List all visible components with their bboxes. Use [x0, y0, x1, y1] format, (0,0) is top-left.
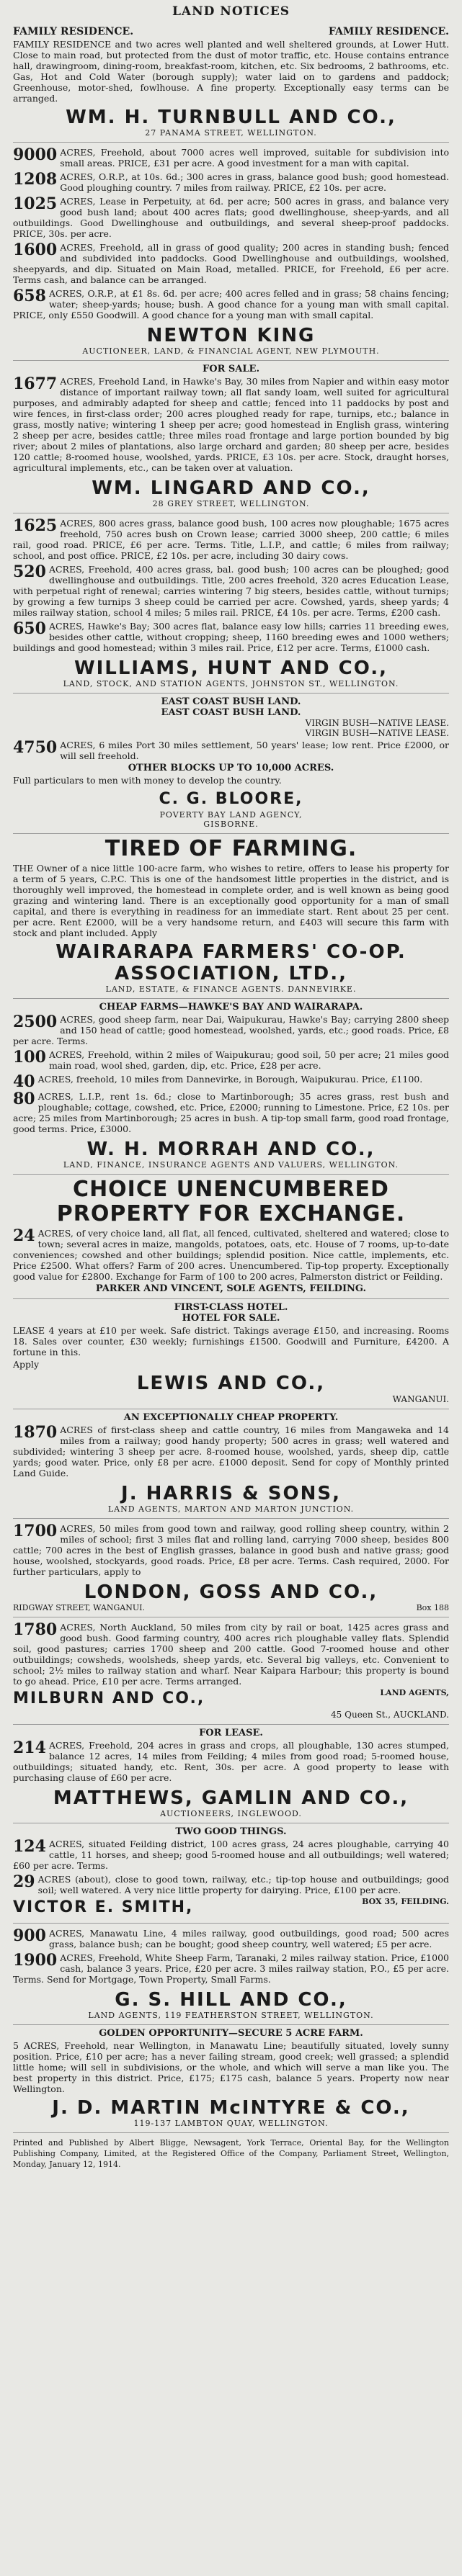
acres-figure: 40 [13, 1072, 35, 1091]
list-item: 658 ACRES, O.R.P., at £1 8s. 6d. per acre; 400 acres felled and in grass; 58 chains fencing; water; sheep-yards; house; bush. A good chance for a young man with small capital. PRICE, only £550 Goodwill. A good chance for a young man with small capital. [13, 287, 449, 320]
address-row [13, 1603, 449, 1612]
acres-figure: 100 [13, 1048, 46, 1067]
agent-sub: LAND AGENTS, [380, 1688, 449, 1697]
ad-subtitle: HOTEL FOR SALE. [182, 1313, 280, 1324]
ad-hotel [13, 1299, 449, 1409]
acres-figure: 1025 [13, 194, 58, 213]
ad-title: FOR LEASE. [199, 1728, 263, 1738]
agent-name: LONDON, GOSS AND CO., [84, 1581, 378, 1603]
agent-address: RIDGWAY STREET, WANGANUI. [13, 1603, 145, 1612]
box-number: Box 188 [416, 1603, 449, 1612]
ad-text: 1780 ACRES, North Auckland, 50 miles from city by rail or boat, 1425 acres grass and good bush. Good farming country, 400 acres rich ploughable valley flats. Splendid soil, good pastures; carries 1700 sheep and 200 cattle. Good 7-roomed house and other outbuildings; cowsheds, woolsheds, sheep yards, etc. Several big valleys, etc. Convenient to school; 2½ miles to railway station and wharf. Near Kaipara Harbour; this property is bound to go ahead. Price, £10 per acre. Terms arranged. [13, 1620, 449, 1687]
agent-town: GISBORNE. [203, 820, 259, 829]
ad-subtitle: VIRGIN BUSH—NATIVE LEASE. [305, 728, 449, 738]
acres-figure: 9000 [13, 145, 58, 164]
acres-figure: 1208 [13, 170, 58, 189]
list-item: 1900 ACRES, Freehold, White Sheep Farm, Taranaki, 2 miles railway station. Price, £1000 cash, balance 3 years. Price, £20 per acre. 3 miles railway station, P.O., £5 per acre. Terms. Send for Mortgage, Town Property, Small Farms. [13, 1951, 449, 1985]
acres-figure: 1700 [13, 1522, 58, 1540]
agent-address: LAND, ESTATE, & FINANCE AGENTS. DANNEVIRKE. [105, 984, 357, 994]
agent-address: BOX 35, FEILDING. [362, 1897, 449, 1906]
ad-mcintyre [13, 2025, 449, 2133]
acres-figure: 124 [13, 1837, 46, 1856]
agent-name: W. H. MORRAH AND CO., [86, 1139, 376, 1160]
ad-text: 1700 ACRES, 50 miles from good town and railway, good rolling sheep country, within 2 miles of school; first 3 miles flat and rolling land, carrying 7000 sheep, besides 800 cattle; 700 acres in the best of English grasses, balance in good bush and native grass; good house, woolshed, stockyards, good roads. Price, £8 per acre. Terms. Cash required, 2000. For further particulars, apply to [13, 1522, 449, 1577]
page-title: LAND NOTICES [172, 4, 290, 19]
agent-name: MATTHEWS, GAMLIN AND CO., [53, 1787, 409, 1809]
acres-figure: 1625 [13, 516, 58, 535]
apply-label: Apply [13, 1359, 40, 1370]
acres-figure: 1677 [13, 374, 58, 393]
ad-tired-of-farming [13, 834, 449, 999]
acres-figure: 214 [13, 1738, 46, 1757]
acres-figure: 658 [13, 287, 46, 305]
acres-figure: 1780 [13, 1620, 58, 1639]
acres-figure: 650 [13, 619, 46, 638]
list-item: 1625 ACRES, 800 acres grass, balance good bush, 100 acres now ploughable; 1675 acres freehold, 750 acres bush on Crown lease; carried 3000 sheep, 200 cattle; 6 miles rail, good road. PRICE, £6 per acre. Terms. Title, L.I.P., and cattle; 6 miles from railway; school, and post office. PRICE, £2 10s. per acre, including 30 dairy cows. [13, 516, 449, 561]
acres-figure: 2500 [13, 1013, 58, 1031]
agent-address: 27 PANAMA STREET, WELLINGTON. [145, 128, 317, 138]
ad-subtitle: OTHER BLOCKS UP TO 10,000 ACRES. [128, 763, 334, 773]
acres-figure: 1900 [13, 1951, 58, 1970]
ad-text: LEASE 4 years at £10 per week. Safe district. Takings average £150, and increasing. Rooms 18. Sales over counter, £30 weekly; furnishings £1500. Goodwill and Furniture, £4200. A fortune in this. [13, 1325, 449, 1357]
ad-text: FAMILY RESIDENCE and two acres well planted and well sheltered grounds, at Lower Hutt. Close to main road, but protected from the dust of motor traffic, etc. House contains entrance hall, drawingroom, dining-room, breakfast-room, kitchen, etc. Six bedrooms, 2 bathrooms, etc. Gas, Hot and Cold Water (borough supply); water laid on to gardens and paddock; Greenhouse, motor-shed, fowlhouse. A fine property. Exceptionally easy terms can be arranged. [13, 39, 449, 104]
agent-name: G. S. HILL AND CO., [115, 1989, 347, 2011]
agent-address: POVERTY BAY LAND AGENCY, [159, 810, 303, 820]
agent-name: LEWIS AND CO., [136, 1373, 326, 1394]
ad-lingard [13, 361, 449, 513]
imprint-footer: Printed and Published by Albert Bligge, Newsagent, York Terrace, Oriental Bay, for the Wellington Publishing Company, Limited, at the Registered Office of the Company, Parliament Street, Wellington, Monday, January 12, 1914. [13, 2138, 449, 2169]
list-item: 124 ACRES, situated Feilding district, 100 acres grass, 24 acres ploughable, carrying 40 cattle, 11 horses, and sheep; good 5-roomed house and all outbuildings; well watered; £60 per acre. Terms. [13, 1837, 449, 1871]
ad-title: EAST COAST BUSH LAND. [161, 707, 301, 718]
agent-address: LAND, STOCK, AND STATION AGENTS, JOHNSTON ST., WELLINGTON. [63, 679, 399, 688]
ad-newton-king [13, 143, 449, 361]
agent-name: WILLIAMS, HUNT AND CO., [74, 658, 388, 679]
ad-text: THE Owner of a nice little 100-acre farm, who wishes to retire, offers to lease his property for a term of 5 years, C.P.C. This is one of the handsomest little properties in the district, and is thoroughly well improved, the homestead in complete order, and is well known as being good grazing and wintering land. There is an exceptionally good opportunity for a man of small capital, and there is everything in readiness for an immediate start. Rent about 25 per cent. per acre. Rent £2000, will be a very handsome return, and £403 will secure this farm with stock and plant included. Apply [13, 863, 449, 938]
ad-text: 5 ACRES, Freehold, near Wellington, in Manawatu Line; beautifully situated, lovely sunny position. Price, £10 per acre; has a never failing stream, good creek; well grassed; a splendid little home; will sell in subdivisions, or the whole, and which will serve a man like you. The best property in this district. Price, £175; £175 cash, balance 5 years. Property now near Wellington. [13, 2040, 449, 2094]
agent-address: 28 GREY STREET, WELLINGTON. [152, 499, 310, 508]
ad-subtitle: VIRGIN BUSH—NATIVE LEASE. [305, 718, 449, 728]
agent-name: C. G. BLOORE, [159, 790, 303, 808]
agent-town: WANGANUI. [392, 1394, 449, 1404]
agent-row [13, 1688, 449, 1710]
ad-bloore [13, 694, 449, 834]
ad-title: CHEAP FARMS—HAWKE'S BAY AND WAIRARAPA. [99, 1002, 363, 1013]
heading-left: FAMILY RESIDENCE. [13, 26, 134, 37]
ad-text: 1677 ACRES, Freehold Land, in Hawke's Bay, 30 miles from Napier and within easy motor distance of important railway town; all flat sandy loam, well suited for agricultural purposes, and admirably adapted for sheep and cattle; fenced into 11 paddocks by post and wire fences, in first-class order; 200 acres ploughed ready for rape, turnips, etc.; balance in grass, mostly native; wintering 1 sheep per acre; good homestead in English grass, wintering 2 sheep per acre, besides cattle; three miles road frontage and large portion bounded by big river; about 2 miles of plantations, also large orchard and garden; 80 sheep per acre, besides 120 cattle; 8-roomed house, woolshed, yards. PRICE, £3 10s. per acre. Stock, draught horses, agricultural implements, etc., can be taken over at valuation. [13, 374, 449, 473]
list-item: 100 ACRES, Freehold, within 2 miles of Waipukurau; good soil, 50 per acre; 21 miles good main road, wool shed, garden, dip, etc. Price, £28 per acre. [13, 1048, 449, 1071]
ad-family-residence [13, 23, 449, 143]
agent-row [13, 1897, 449, 1918]
agent-address: LAND AGENTS, MARTON AND MARTON JUNCTION. [107, 1504, 355, 1514]
list-item: 1208 ACRES, O.R.P., at 10s. 6d.; 300 acres in grass, balance good bush; good homestead. Good ploughing country. 7 miles from railway. PRICE, £2 10s. per acre. [13, 170, 449, 193]
ad-title: FIRST-CLASS HOTEL. [174, 1302, 288, 1313]
agent-address: LAND, FINANCE, INSURANCE AGENTS AND VALUERS, WELLINGTON. [63, 1160, 399, 1170]
acres-figure: 24 [13, 1226, 35, 1245]
agent-address: 45 Queen St., AUCKLAND. [331, 1710, 449, 1720]
ad-matthews-gamlin [13, 1725, 449, 1823]
ad-title: CHOICE UNENCUMBERED PROPERTY FOR EXCHANGE. [56, 1177, 406, 1226]
acres-figure: 1870 [13, 1423, 58, 1442]
ad-morrah [13, 999, 449, 1175]
list-item: 40 ACRES, freehold, 10 miles from Dannevirke, in Borough, Waipukurau. Price, £1100. [13, 1072, 423, 1091]
ad-text: 1870 ACRES of first-class sheep and cattle country, 16 miles from Mangaweka and 14 miles from a railway; good handy property; 500 acres in grass; well watered and subdivided; wintering 3 sheep per acre. 8-roomed house, woolshed, yards, sheep dip, cattle yards; good water. Price, only £8 per acre. £1000 deposit. Send for copy of Monthly printed Land Guide. [13, 1423, 449, 1478]
list-item: 650 ACRES, Hawke's Bay; 300 acres flat, balance easy low hills; carries 11 breeding ewes, besides other cattle, without cropping; sheep, 1160 breeding ewes and 1000 wethers; buildings and good homestead; within 3 miles rail. Price, £12 per acre. Terms, £1000 cash. [13, 619, 449, 653]
ad-text: 24 ACRES, of very choice land, all flat, all fenced, cultivated, sheltered and watered; close to town; several acres in maize, mangolds, potatoes, oats, etc. House of 7 rooms, up-to-date conveniences; cowshed and other buildings; splendid position. Nice cattle, implements, etc. Price £2500. What offers? Farm of 200 acres. Unencumbered. Tip-top property. Exceptionally good value for £2800. Exchange for Farm of 100 to 200 acres, Palmerston district or Feilding. [13, 1226, 449, 1282]
list-item: 9000 ACRES, Freehold, about 7000 acres well improved, suitable for subdivision into small areas. PRICE, £31 per acre. A good investment for a man with capital. [13, 145, 449, 169]
list-item: 1025 ACRES, Lease in Perpetuity, at 6d. per acre; 500 acres in grass, and balance very good bush land; about 400 acres flats; good dwellinghouse, sheep-yards, and all outbuildings. Good Dwellinghouse and outbuildings, and several sheep-proof paddocks. PRICE, 30s. per acre. [13, 194, 449, 239]
ad-text: 4750 ACRES, 6 miles Port 30 miles settlement, 50 years' lease; low rent. Price £2000, or will sell freehold. [13, 738, 449, 761]
ad-title: GOLDEN OPPORTUNITY—SECURE 5 ACRE FARM. [99, 2028, 363, 2039]
agent-name: WM. H. TURNBULL AND CO., [66, 107, 396, 128]
acres-figure: 80 [13, 1090, 35, 1108]
acres-figure: 900 [13, 1926, 46, 1945]
ad-victor-smith [13, 1823, 449, 1924]
agent-name: VICTOR E. SMITH, [13, 1898, 194, 1916]
agent-name: J. HARRIS & SONS, [121, 1483, 341, 1504]
acres-figure: 520 [13, 562, 46, 581]
list-item: 29 ACRES (about), close to good town, railway, etc.; tip-top house and outbuildings; good soil; well watered. A very nice little property for dairying. Price, £100 per acre. [13, 1872, 449, 1895]
ad-choice-property [13, 1175, 449, 1299]
ad-title: AN EXCEPTIONALLY CHEAP PROPERTY. [123, 1412, 339, 1423]
agent-address: AUCTIONEER, LAND, & FINANCIAL AGENT, NEW PLYMOUTH. [82, 346, 380, 356]
agent-name: J. D. MARTIN McINTYRE & CO., [52, 2097, 410, 2119]
acres-figure: 1600 [13, 241, 58, 259]
acres-figure: 29 [13, 1872, 35, 1891]
ad-title: FOR SALE. [203, 364, 259, 374]
agent-name: WAIRARAPA FARMERS' CO-OP. ASSOCIATION, LTD., [55, 941, 407, 984]
agent-line: PARKER AND VINCENT, SOLE AGENTS, FEILDING. [95, 1283, 367, 1294]
agent-address: AUCTIONEERS, INGLEWOOD. [160, 1809, 302, 1818]
heading-right: FAMILY RESIDENCE. [328, 26, 449, 37]
ad-harris [13, 1409, 449, 1519]
ad-note: Full particulars to men with money to develop the country. [13, 775, 282, 786]
ad-text: 214 ACRES, Freehold, 204 acres in grass and crops, all ploughable, 130 acres stumped, balance 12 acres, 14 miles from Feilding; 4 miles from good road; 5-roomed house, outbuildings; situated handy, etc. Rent, 30s. per acre. A good property to lease with purchasing clause of £60 per acre. [13, 1738, 449, 1783]
list-item: 80 ACRES, L.I.P., rent 1s. 6d.; close to Martinborough; 35 acres grass, rest bush and ploughable; cottage, cowshed, etc. Price, £2000; running to Limestone. Price, £2 10s. per acre; 25 miles from Martinborough; 25 acres in bush. A tip-top small farm, good road frontage, good terms. Price, £3000. [13, 1090, 449, 1134]
agent-address: 119-137 LAMBTON QUAY, WELLINGTON. [133, 2119, 329, 2128]
agent-address: LAND AGENTS, 119 FEATHERSTON STREET, WELLINGTON. [88, 2011, 374, 2020]
agent-name: MILBURN AND CO., [13, 1689, 205, 1707]
ad-gs-hill [13, 1924, 449, 2025]
ad-london-goss [13, 1519, 449, 1617]
list-item: 900 ACRES, Manawatu Line, 4 miles railway, good outbuildings, good road; 500 acres grass, balance bush; can be bought; good sheep country, well watered; £5 per acre. [13, 1926, 449, 1949]
ad-heading-row [13, 26, 449, 37]
list-item: 2500 ACRES, good sheep farm, near Dai, Waipukurau, Hawke's Bay; carrying 2800 sheep and 150 head of cattle; good homestead, woolshed, yards, etc.; good roads. Price, £8 per acre. Terms. [13, 1013, 449, 1046]
ad-title: TIRED OF FARMING. [105, 836, 357, 861]
ad-title: TWO GOOD THINGS. [175, 1826, 287, 1837]
list-item: 1600 ACRES, Freehold, all in grass of good quality; 200 acres in standing bush; fenced and subdivided into paddocks. Good Dwellinghouse and outbuildings, woolshed, sheepyards, and dip. Situated on Main Road, metalled. PRICE, for Freehold, £6 per acre. Terms cash, and balance can be arranged. [13, 241, 449, 285]
acres-figure: 4750 [13, 738, 58, 757]
agent-name: WM. LINGARD AND CO., [92, 477, 370, 499]
agent-name: NEWTON KING [146, 325, 316, 346]
ad-milburn [13, 1617, 449, 1725]
list-item: 520 ACRES, Freehold, 400 acres grass, bal. good bush; 100 acres can be ploughed; good dwellinghouse and outbuildings. Title, 200 acres freehold, 320 acres Education Lease, with perpetual right of renewal; carries wintering 7 big steers, besides cattle, without turnips; by growing a few turnips 3 sheep could be carried per acre. Cowshed, yards, sheep yards; 4 miles railway station, school 4 miles; 5 miles rail. PRICE, £4 10s. per acre. Terms, £200 cash. [13, 562, 449, 618]
ad-williams-hunt [13, 513, 449, 694]
ad-title: EAST COAST BUSH LAND. [161, 696, 301, 707]
